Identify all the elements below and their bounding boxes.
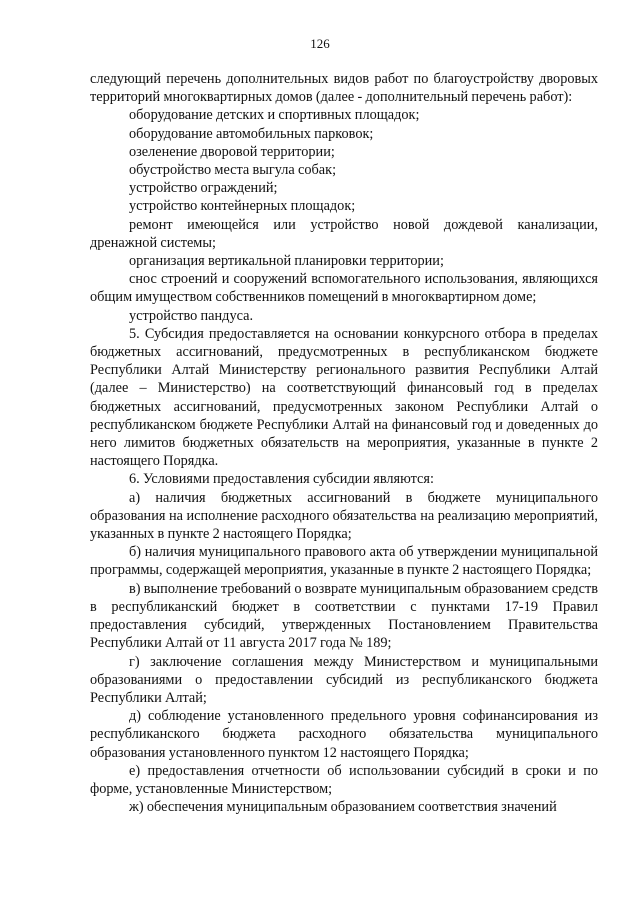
page-number: 126 [310,36,330,51]
list-item: оборудование автомобильных парковок; [129,125,374,142]
condition-item: а) наличия бюджетных ассигнований в бюджете муниципального образования на исполнение расходного обязательства на реализацию мероприятий, указанных в пункте 2 настоящего Порядка; [90,489,598,543]
condition-item: в) выполнение требований о возврате муниципальным образованием средств в республиканский бюджет в соответствии с пунктами 17-19 Правил предоставления субсидий, утвержденных Постановлением Правительства Республики Алтай от 11 августа 2017 года № 189; [90,580,598,652]
list-item: организация вертикальной планировки территории; [129,253,444,270]
condition-item: г) заключение соглашения между Министерством и муниципальными образованиями о предоставлении субсидий из республиканского бюджета Республики Алтай; [90,653,598,706]
condition-item: ж) обеспечения муниципальным образованием соответствия значений [129,799,557,816]
paragraph-intro: следующий перечень дополнительных видов работ по благоустройству дворовых территорий многоквартирных домов (далее - дополнительный перечень работ): [90,71,598,106]
paragraph-clause-5: 5. Субсидия предоставляется на основании конкурсного отбора в пределах бюджетных ассигнований, предусмотренных в республиканском бюджете Республики Алтай Министерству регионального развития Республики Алтай (далее – Министерство) на соответствующий финансовый год в пределах бюджетных ассигнований, предусмотренных законом Республики Алтай о республиканском бюджете Республики Алтай на финансовый год и доведенных до него лимитов бюджетных обязательств на мероприятия, указанные в пункте 2 настоящего Порядка. [90,325,598,470]
condition-item: б) наличия муниципального правового акта об утверждении муниципальной программы, содержащей мероприятия, указанные в пункте 2 настоящего Порядка; [90,544,598,579]
list-item: озеленение дворовой территории; [129,143,335,160]
list-item: устройство ограждений; [129,180,278,197]
list-item: ремонт имеющейся или устройство новой дождевой канализации, дренажной системы; [90,216,598,251]
document-body [90,70,598,816]
condition-item: д) соблюдение установленного предельного уровня софинансирования из республиканского бюджета расходного обязательства муниципального образования установленного пунктом 12 настоящего Порядка; [90,708,598,761]
paragraph-clause-6: 6. Условиями предоставления субсидии являются: [129,471,434,488]
list-item: снос строений и сооружений вспомогательного использования, являющихся общим имуществом собственников помещений в многоквартирном доме; [90,271,598,306]
list-item: оборудование детских и спортивных площадок; [129,107,420,124]
list-item: устройство пандуса. [129,307,254,324]
list-item: устройство контейнерных площадок; [129,198,356,215]
condition-item: е) предоставления отчетности об использовании субсидий в сроки и по форме, установленные Министерством; [90,762,598,797]
list-item: обустройство места выгула собак; [129,162,337,179]
